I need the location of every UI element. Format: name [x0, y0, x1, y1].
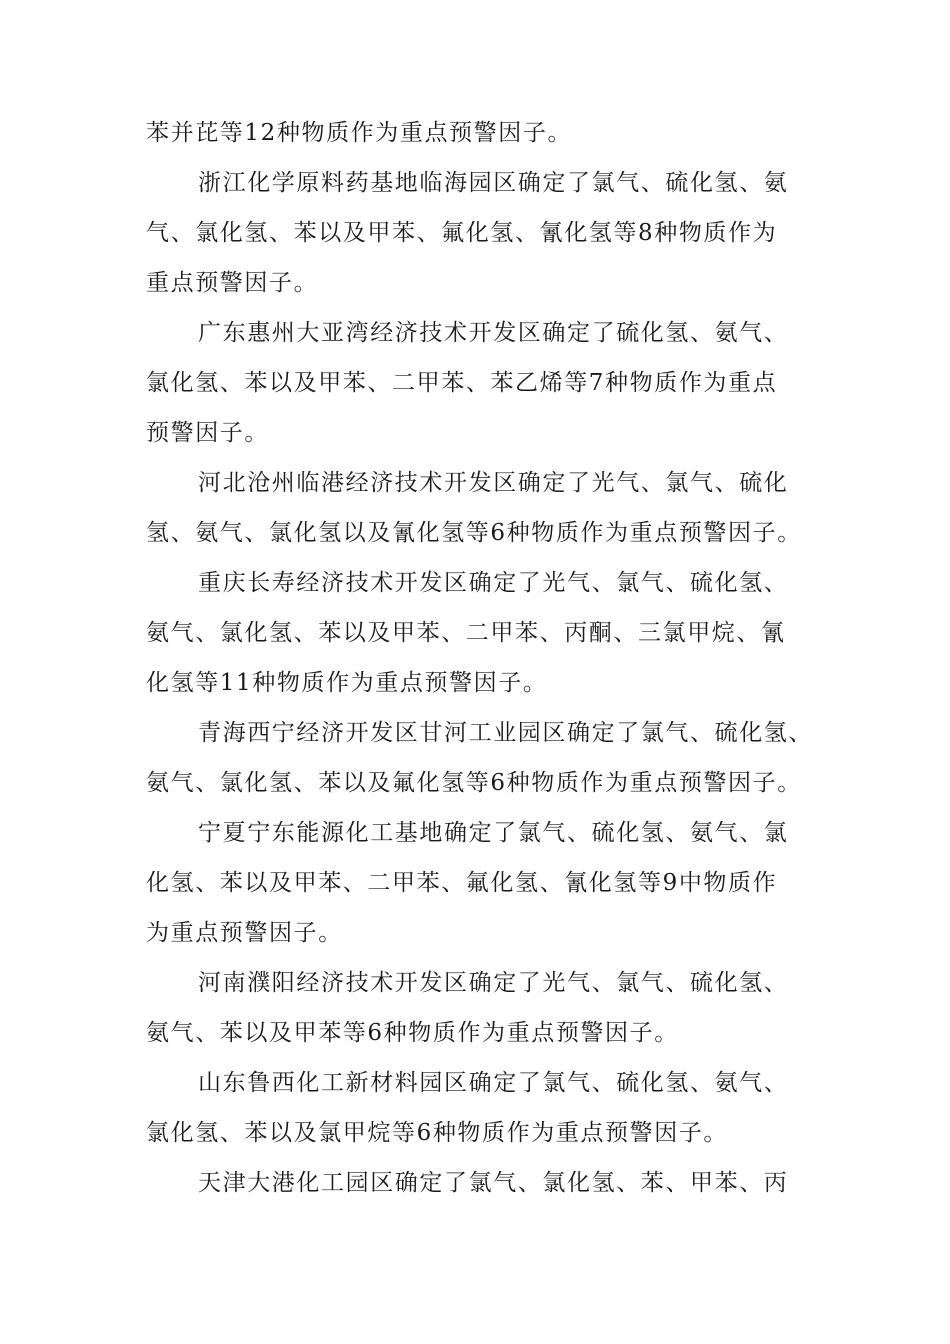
paragraph-start-line: 浙江化学原料药基地临海园区确定了氯气、硫化氢、氨 — [198, 170, 789, 196]
text-line: 为重点预警因子。 — [146, 920, 343, 946]
text-line: 重点预警因子。 — [146, 270, 319, 296]
paragraph-start-line: 青海西宁经济开发区甘河工业园区确定了氯气、硫化氢、 — [198, 720, 813, 746]
paragraph-start-line: 广东惠州大亚湾经济技术开发区确定了硫化氢、氨气、 — [198, 320, 789, 346]
paragraph-start-line: 天津大港化工园区确定了氯气、氯化氢、苯、甲苯、丙 — [198, 1170, 789, 1196]
body-text — [146, 108, 826, 1208]
text-line: 预警因子。 — [146, 420, 269, 446]
paragraph-start-line: 宁夏宁东能源化工基地确定了氯气、硫化氢、氨气、氯 — [198, 820, 789, 846]
text-line: 氨气、氯化氢、苯以及氟化氢等6种物质作为重点预警因子。 — [146, 770, 802, 796]
text-line: 苯并芘等12种物质作为重点预警因子。 — [146, 120, 573, 146]
paragraph-start-line: 山东鲁西化工新材料园区确定了氯气、硫化氢、氨气、 — [198, 1070, 789, 1096]
text-line: 气、氯化氢、苯以及甲苯、氟化氢、氰化氢等8种物质作为 — [146, 220, 778, 246]
text-line: 氨气、氯化氢、苯以及甲苯、二甲苯、丙酮、三氯甲烷、氰 — [146, 620, 786, 646]
text-line: 化氢、苯以及甲苯、二甲苯、氟化氢、氰化氢等9中物质作 — [146, 870, 778, 896]
text-line: 氯化氢、苯以及甲苯、二甲苯、苯乙烯等7种物质作为重点 — [146, 370, 778, 396]
paragraph-start-line: 河南濮阳经济技术开发区确定了光气、氯气、硫化氢、 — [198, 970, 789, 996]
text-line: 化氢等11种物质作为重点预警因子。 — [146, 670, 548, 696]
paragraph-start-line: 河北沧州临港经济技术开发区确定了光气、氯气、硫化 — [198, 470, 789, 496]
text-line: 氨气、苯以及甲苯等6种物质作为重点预警因子。 — [146, 1020, 679, 1046]
text-line: 氯化氢、苯以及氯甲烷等6种物质作为重点预警因子。 — [146, 1120, 729, 1146]
text-line: 氢、氨气、氯化氢以及氰化氢等6种物质作为重点预警因子。 — [146, 520, 802, 546]
paragraph-start-line: 重庆长寿经济技术开发区确定了光气、氯气、硫化氢、 — [198, 570, 789, 596]
